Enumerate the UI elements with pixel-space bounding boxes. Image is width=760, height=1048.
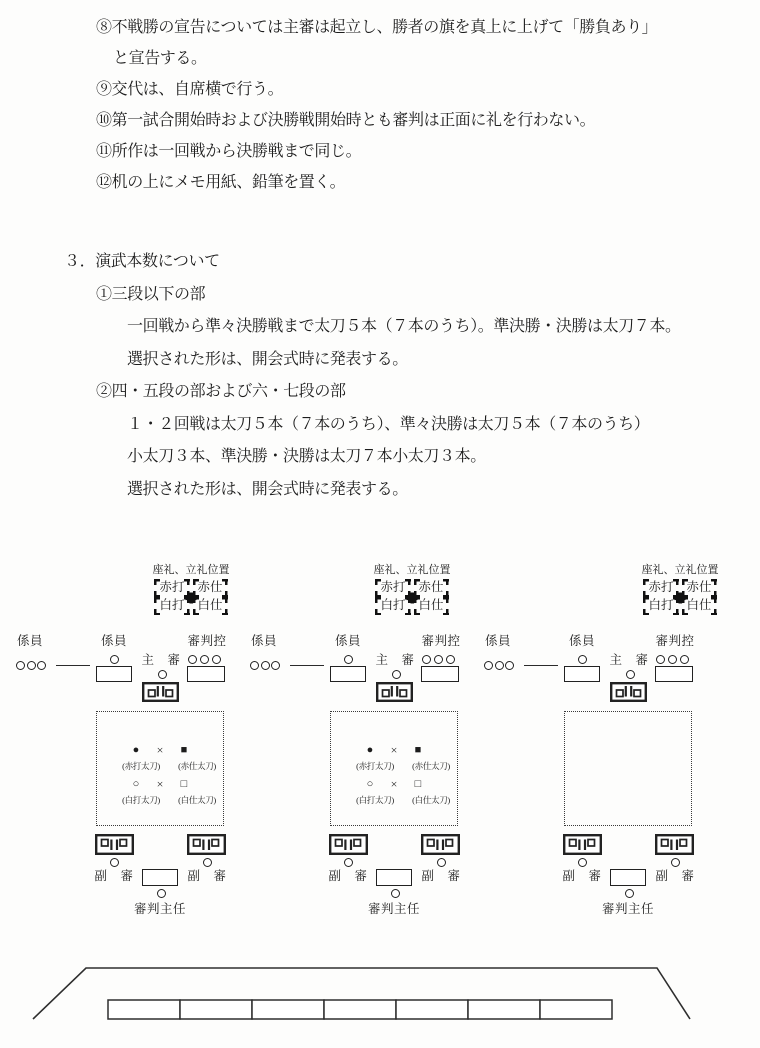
court-caption-row [347, 759, 459, 776]
court-caption-row [113, 793, 225, 810]
sub-referee-label: 副 審 [328, 869, 368, 883]
sub-referee-chairs-icon [563, 834, 602, 855]
rule-item: ⑧不戦勝の宣告については主審は起立し、勝者の旗を真上に上げて「勝負あり」 [96, 19, 658, 36]
staff-separator-seats [484, 661, 514, 670]
subsection-title: ②四・五段の部および六・七段の部 [96, 383, 346, 400]
referee-director-table [142, 869, 178, 886]
referee-reserve-label: 審判控 [421, 634, 461, 648]
rule-item: ⑪所作は一回戦から決勝戦まで同じ。 [96, 143, 362, 160]
subsection-line: 選択された形は、開会式時に発表する。 [127, 350, 408, 368]
bow-position-grid [368, 579, 456, 615]
bow-position-block [636, 564, 724, 615]
cross-mark-icon [186, 593, 197, 604]
position-circle-icon [578, 655, 587, 664]
chief-referee-label: 主 審 [609, 653, 649, 667]
sub-referee-chairs-icon [421, 834, 460, 855]
position-circle-icon [671, 858, 680, 867]
sub-referee-chairs-icon [655, 834, 694, 855]
bow-position-label: 白打 [154, 597, 189, 615]
position-circle-icon [578, 858, 587, 867]
rule-item: ⑫机の上にメモ用紙、鉛筆を置く。 [96, 174, 346, 191]
position-circle-icon [110, 655, 119, 664]
head-table-cell [396, 1000, 468, 1019]
court-caption-row [347, 793, 459, 810]
court-caption: (赤打太刀) [122, 761, 160, 771]
center-cross-marker: × [156, 743, 164, 757]
referee-director-label: 審判主任 [367, 902, 420, 916]
position-circle-icon [495, 661, 504, 670]
referee-reserve-label: 審判控 [655, 634, 695, 648]
court-diagram-3 [468, 555, 719, 923]
court-caption: (白仕太刀) [178, 795, 216, 805]
court-diagram-2 [234, 555, 474, 923]
bow-position-block [368, 564, 456, 615]
chief-referee-chairs-icon [376, 682, 413, 702]
position-circle-icon [484, 661, 493, 670]
sub-referee-label: 副 審 [655, 869, 695, 883]
position-circle-icon [271, 661, 280, 670]
head-table-cell [324, 1000, 396, 1019]
white-uchi-marker: ○ [366, 778, 374, 790]
staff-table [96, 666, 132, 682]
court-positions [331, 742, 457, 810]
stage-area [0, 955, 760, 1048]
staff-separator-label: 係員 [250, 634, 277, 648]
bow-position-label: 白打 [643, 597, 678, 615]
referee-reserve-label: 審判控 [187, 634, 227, 648]
bow-position-title: 座礼、立礼位置 [152, 564, 230, 576]
referee-director-label: 審判主任 [133, 902, 186, 916]
position-circle-icon [16, 661, 25, 670]
bow-position-label: 白打 [375, 597, 410, 615]
rule-item: ⑨交代は、自席横で行う。 [96, 81, 284, 98]
bow-position-grid [636, 579, 724, 615]
head-table-cell [252, 1000, 324, 1019]
staff-label: 係員 [100, 634, 127, 648]
sub-referee-chairs-icon [187, 834, 226, 855]
position-circle-icon [212, 655, 221, 664]
red-uchi-marker: ● [366, 744, 374, 756]
chief-referee-label: 主 審 [375, 653, 415, 667]
red-shi-marker: ■ [180, 744, 188, 756]
court-area [330, 711, 458, 826]
red-shi-marker: ■ [414, 744, 422, 756]
rules-list [96, 12, 657, 198]
referee-reserve-table [187, 666, 225, 682]
subsection-line: １・２回戦は太刀５本（７本のうち）、準々決勝は太刀５本（７本のうち） [127, 415, 650, 433]
bow-position-label: 赤打 [375, 579, 410, 597]
chief-referee-label: 主 審 [141, 653, 181, 667]
court-caption: (赤打太刀) [356, 761, 394, 771]
red-uchi-marker: ● [132, 744, 140, 756]
referee-reserve-seats [188, 655, 221, 664]
position-circle-icon [250, 661, 259, 670]
bow-position-label: 赤仕 [414, 579, 449, 597]
sub-referee-chairs-icon [329, 834, 368, 855]
court-caption-row [113, 759, 225, 776]
staff-table [564, 666, 600, 682]
bow-position-label: 白仕 [682, 597, 717, 615]
position-circle-icon [505, 661, 514, 670]
court-diagrams [0, 555, 760, 923]
section-3 [64, 246, 681, 506]
staff-separator-label: 係員 [484, 634, 511, 648]
position-circle-icon [37, 661, 46, 670]
position-circle-icon [158, 670, 167, 679]
bow-position-title: 座礼、立礼位置 [373, 564, 451, 576]
court-diagram-1 [0, 555, 240, 923]
chief-referee-chairs-icon [610, 682, 647, 702]
court-caption: (赤仕太刀) [412, 761, 450, 771]
rule-item-continuation: と宣告する。 [113, 50, 207, 67]
referee-director-table [610, 869, 646, 886]
bow-position-label: 赤打 [643, 579, 678, 597]
bow-position-label: 白仕 [193, 597, 228, 615]
court-symbol-row [355, 776, 433, 793]
staff-separator-label: 係員 [16, 634, 43, 648]
position-circle-icon [110, 858, 119, 867]
head-table-cell [108, 1000, 180, 1019]
court-area [96, 711, 224, 826]
position-circle-icon [437, 858, 446, 867]
subsection-line: 一回戦から準々決勝戦まで太刀５本（７本のうち）。準決勝・決勝は太刀７本。 [127, 318, 681, 335]
court-caption: (白打太刀) [356, 795, 394, 805]
position-circle-icon [625, 889, 634, 898]
rule-item: ⑩第一試合開始時および決勝戦開始時とも審判は正面に礼を行わない。 [96, 112, 596, 129]
position-circle-icon [344, 655, 353, 664]
position-circle-icon [446, 655, 455, 664]
white-shi-marker: □ [414, 778, 422, 790]
white-shi-marker: □ [180, 778, 188, 790]
sub-referee-label: 副 審 [187, 869, 227, 883]
court-caption: (赤仕太刀) [178, 761, 216, 771]
divider-line [290, 665, 324, 666]
court-caption: (白仕太刀) [412, 795, 450, 805]
staff-label: 係員 [568, 634, 595, 648]
referee-reserve-table [421, 666, 459, 682]
center-cross-marker: × [390, 743, 398, 757]
court-symbol-row [355, 742, 433, 759]
center-cross-marker: × [390, 777, 398, 791]
bow-position-label: 赤仕 [193, 579, 228, 597]
referee-reserve-seats [422, 655, 455, 664]
position-circle-icon [157, 889, 166, 898]
head-table-cell [468, 1000, 540, 1019]
position-circle-icon [656, 655, 665, 664]
head-table-cell [540, 1000, 612, 1019]
sub-referee-chairs-icon [95, 834, 134, 855]
position-circle-icon [203, 858, 212, 867]
position-circle-icon [434, 655, 443, 664]
court-caption: (白打太刀) [122, 795, 160, 805]
head-table [108, 1000, 612, 1019]
position-circle-icon [626, 670, 635, 679]
staff-separator-seats [250, 661, 280, 670]
referee-reserve-table [655, 666, 693, 682]
subsection-title: ①三段以下の部 [96, 285, 206, 303]
bow-position-label: 白仕 [414, 597, 449, 615]
staff-label: 係員 [334, 634, 361, 648]
court-area-empty [564, 711, 692, 826]
subsection-line: 小太刀３本、準決勝・決勝は太刀７本小太刀３本。 [127, 448, 486, 465]
position-circle-icon [261, 661, 270, 670]
head-table-cell [180, 1000, 252, 1019]
center-cross-marker: × [156, 777, 164, 791]
position-circle-icon [344, 858, 353, 867]
position-circle-icon [668, 655, 677, 664]
court-positions [97, 742, 223, 810]
cross-mark-icon [407, 593, 418, 604]
bow-position-title: 座礼、立礼位置 [641, 564, 719, 576]
referee-director-table [376, 869, 412, 886]
position-circle-icon [680, 655, 689, 664]
sub-referee-label: 副 審 [94, 869, 134, 883]
section-heading: ３．演武本数について [64, 253, 220, 270]
bow-position-grid [147, 579, 235, 615]
position-circle-icon [200, 655, 209, 664]
staff-table [330, 666, 366, 682]
divider-line [56, 665, 90, 666]
court-symbol-row [121, 742, 199, 759]
cross-mark-icon [675, 593, 686, 604]
staff-separator-seats [16, 661, 46, 670]
sub-referee-label: 副 審 [562, 869, 602, 883]
sub-referee-label: 副 審 [421, 869, 461, 883]
position-circle-icon [27, 661, 36, 670]
subsection-line: 選択された形は、開会式時に発表する。 [127, 480, 408, 498]
position-circle-icon [391, 889, 400, 898]
referee-reserve-seats [656, 655, 689, 664]
bow-position-block [147, 564, 235, 615]
court-symbol-row [121, 776, 199, 793]
chief-referee-chairs-icon [142, 682, 179, 702]
position-circle-icon [392, 670, 401, 679]
bow-position-label: 赤打 [154, 579, 189, 597]
divider-line [524, 665, 558, 666]
position-circle-icon [188, 655, 197, 664]
position-circle-icon [422, 655, 431, 664]
white-uchi-marker: ○ [132, 778, 140, 790]
bow-position-label: 赤仕 [682, 579, 717, 597]
referee-director-label: 審判主任 [601, 902, 654, 916]
